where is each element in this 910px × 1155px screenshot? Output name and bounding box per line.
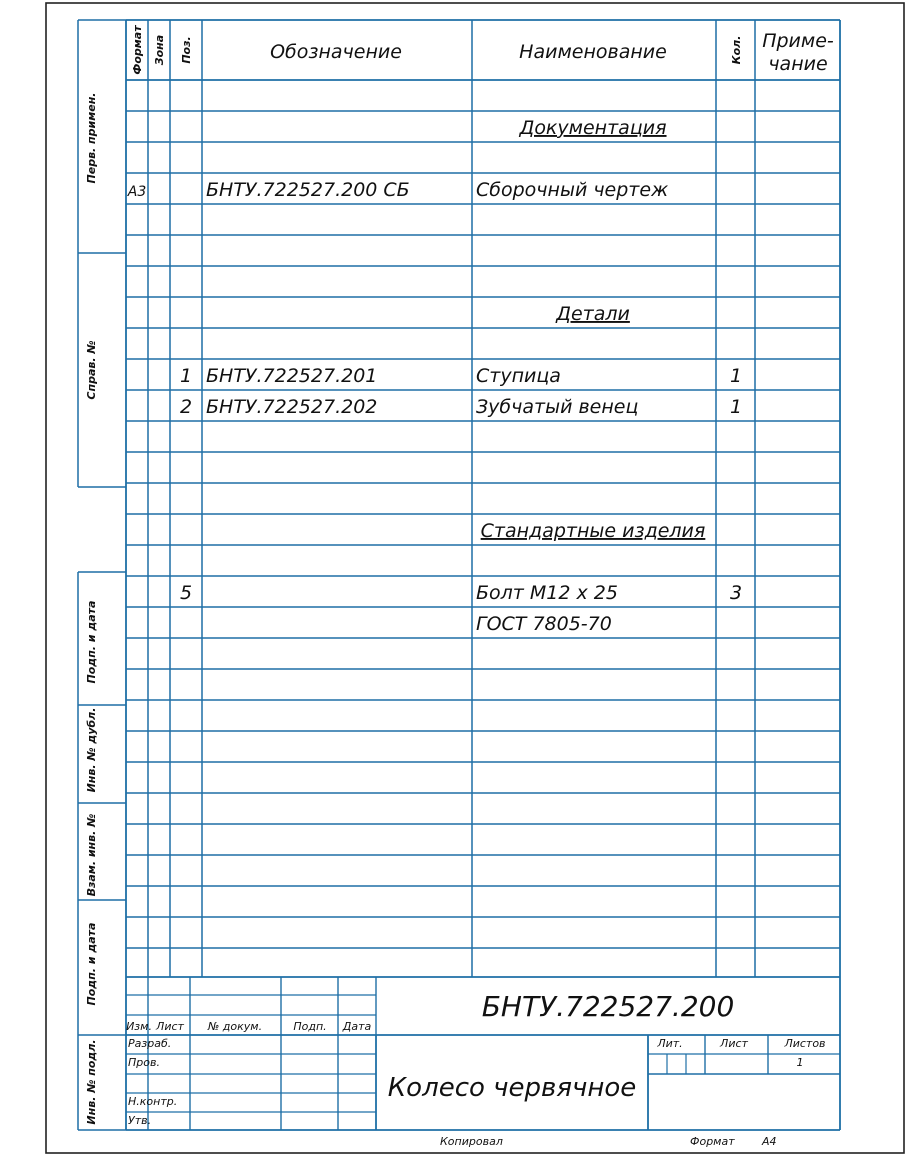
title-block-lit-label: Лит. <box>657 1037 683 1050</box>
row-format: А3 <box>127 184 147 200</box>
page-frame <box>46 3 904 1153</box>
footer-format-label: Формат <box>690 1135 735 1148</box>
header-zone: Зона <box>153 34 166 66</box>
side-label-ref-no: Справ. № <box>85 340 98 400</box>
row-position: 2 <box>179 396 193 418</box>
title-block-role-dev: Разраб. <box>128 1037 172 1050</box>
table-grid <box>78 20 840 1130</box>
row-quantity: 1 <box>729 396 743 418</box>
row-position: 5 <box>179 582 193 604</box>
side-label-inv-dup: Инв. № дубл. <box>85 707 98 793</box>
title-block-col-sign: Подп. <box>293 1020 327 1033</box>
section-heading: Стандартные изделия <box>480 520 706 542</box>
title-block-role-ncontrol: Н.контр. <box>128 1095 178 1108</box>
row-designation: БНТУ.722527.202 <box>206 396 378 418</box>
title-block-doc-code: БНТУ.722527.200 <box>481 990 735 1023</box>
row-name: Сборочный чертеж <box>476 179 669 201</box>
footer-copied: Копировал <box>440 1135 503 1148</box>
header-name: Наименование <box>519 41 667 63</box>
row-name: Ступица <box>476 365 561 387</box>
row-designation: БНТУ.722527.201 <box>206 365 378 387</box>
row-quantity: 3 <box>729 582 743 604</box>
section-heading: Детали <box>556 303 630 325</box>
title-block-role-approve: Утв. <box>128 1114 152 1127</box>
header-pos: Поз. <box>180 36 193 64</box>
title-block-col-list: Лист <box>156 1020 184 1033</box>
row-quantity: 1 <box>729 365 743 387</box>
title-block-col-date: Дата <box>342 1020 372 1033</box>
side-label-replace-inv: Взам. инв. № <box>85 813 98 897</box>
row-position: 1 <box>179 365 193 387</box>
row-designation: БНТУ.722527.200 СБ <box>206 179 410 201</box>
side-label-sign-date-2: Подп. и дата <box>85 922 98 1006</box>
header-qty: Кол. <box>730 35 743 65</box>
title-block-col-izm: Изм. <box>126 1020 152 1033</box>
title-block-sheets-label: Листов <box>784 1037 826 1050</box>
title-block-sheet-label: Лист <box>720 1037 748 1050</box>
title-block-role-check: Пров. <box>128 1056 160 1069</box>
title-block-col-doc-no: № докум. <box>207 1020 263 1033</box>
section-heading: Документация <box>519 117 667 139</box>
header-note-line2: чание <box>768 53 828 75</box>
spec-rows <box>127 117 742 635</box>
row-name: Болт М12 х 25 <box>476 582 618 604</box>
footer-format-value: А4 <box>762 1135 777 1148</box>
header-designation: Обозначение <box>270 41 402 63</box>
row-name: Зубчатый венец <box>476 396 639 418</box>
title-block-doc-title: Колесо червячное <box>387 1073 637 1103</box>
header-format: Формат <box>131 25 144 75</box>
header-note-line1: Приме- <box>762 30 834 52</box>
row-name: ГОСТ 7805-70 <box>476 613 612 635</box>
side-label-inv-orig: Инв. № подл. <box>85 1039 98 1125</box>
side-label-sign-date-1: Подп. и дата <box>85 600 98 684</box>
side-label-first-use: Перв. примен. <box>85 92 98 184</box>
title-block-sheets-value: 1 <box>796 1056 804 1069</box>
